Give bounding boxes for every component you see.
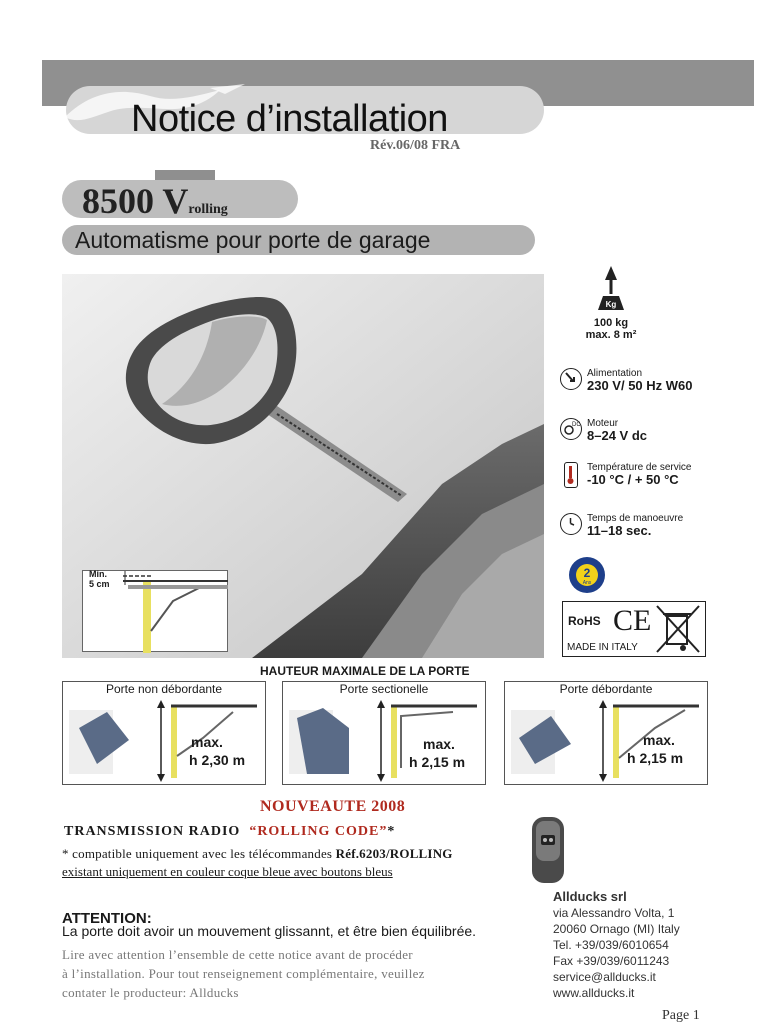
page-title: Notice d’installation xyxy=(131,98,448,140)
door-type-name: Porte débordante xyxy=(559,682,653,696)
door-max-height: h 2,30 m xyxy=(189,752,246,768)
read-notice-paragraph xyxy=(62,945,532,1002)
spec-value: 8–24 V dc xyxy=(587,428,647,443)
rohs-label: RoHS xyxy=(568,614,601,628)
company-contact xyxy=(553,889,680,1001)
warranty-badge-icon xyxy=(568,556,606,594)
read-notice-line: contater le producteur: Allducks xyxy=(62,985,239,1000)
spec-label: Temps de manoeuvre xyxy=(587,513,684,524)
model-name xyxy=(82,180,228,222)
door-type-non-overhanging xyxy=(62,681,266,785)
clearance-inset xyxy=(82,570,228,652)
read-notice-line: à l’installation. Pour tout renseignement complémentaire, veuillez xyxy=(62,966,425,981)
spec-value: -10 °C / + 50 °C xyxy=(587,472,679,487)
thermometer-icon xyxy=(564,462,578,488)
company-name: Allducks srl xyxy=(553,889,627,904)
compatibility-note xyxy=(62,846,453,862)
door-type-overhanging xyxy=(504,681,708,785)
attention-text: La porte doit avoir un mouvement glissannt, et être bien équilibrée. xyxy=(62,923,477,939)
company-fax: Fax +39/039/6011243 xyxy=(553,954,670,968)
colour-note: existant uniquement en couleur coque bleue avec boutons bleus xyxy=(62,864,393,879)
page-number: Page 1 xyxy=(662,1008,700,1023)
door-type-name: Porte sectionelle xyxy=(339,682,429,696)
weight-icon xyxy=(596,266,626,312)
door-max-height: h 2,15 m xyxy=(627,750,684,766)
clearance-cm-label: 5 cm xyxy=(89,579,110,589)
spec-label: Moteur xyxy=(587,418,619,429)
svg-text:Kg: Kg xyxy=(605,300,617,309)
door-diagram xyxy=(505,698,707,784)
clearance-min-label: Min. xyxy=(89,569,107,579)
door-type-sectional xyxy=(282,681,486,785)
remote-control-icon xyxy=(530,815,566,885)
compat-ref: Réf.6203/ROLLING xyxy=(335,846,453,861)
door-max-label: max. xyxy=(643,732,675,748)
door-height-title: HAUTEUR MAXIMALE DE LA PORTE xyxy=(260,664,470,678)
warranty-unit: Ans xyxy=(582,580,592,586)
door-type-name: Porte non débordante xyxy=(105,682,223,696)
spec-label: Température de service xyxy=(587,462,692,473)
revision-label: Rév.06/08 FRA xyxy=(370,138,461,153)
company-address2: 20060 Ornago (MI) Italy xyxy=(553,922,680,936)
door-max-height: h 2,15 m xyxy=(409,754,466,770)
motor-icon xyxy=(560,418,582,440)
spec-value: 11–18 sec. xyxy=(587,523,652,538)
news-title: NOUVEAUTE 2008 xyxy=(260,798,406,815)
model-main: 8500 V xyxy=(82,181,189,221)
attention-title: ATTENTION: xyxy=(62,910,152,927)
clock-icon xyxy=(560,513,582,535)
company-tel: Tel. +39/039/6010654 xyxy=(553,938,669,952)
door-max-label: max. xyxy=(423,736,455,752)
read-notice-line: Lire avec attention l’ensemble de cette notice avant de procéder xyxy=(62,947,413,962)
weight-spec xyxy=(578,266,644,341)
certifications-box xyxy=(562,601,706,657)
radio-star: * xyxy=(387,824,396,839)
door-diagram xyxy=(63,698,265,784)
ce-mark: CE xyxy=(613,604,652,637)
spec-label: Alimentation xyxy=(587,368,643,379)
weight-value: 100 kg xyxy=(593,317,629,329)
company-email[interactable]: service@allducks.it xyxy=(553,970,656,984)
compat-text: * compatible uniquement avec les télécommandes xyxy=(62,846,336,861)
model-sub: rolling xyxy=(188,202,228,217)
radio-transmission xyxy=(64,824,395,840)
spec-value: 230 V/ 50 Hz W60 xyxy=(587,378,693,393)
product-subtitle: Automatisme pour porte de garage xyxy=(75,227,431,253)
weee-bin-icon xyxy=(653,604,703,656)
radio-code: “ROLLING CODE” xyxy=(249,824,388,839)
made-in-label: MADE IN ITALY xyxy=(567,642,638,653)
svg-text:DC: DC xyxy=(572,422,580,428)
company-web[interactable]: www.allducks.it xyxy=(553,986,635,1000)
weight-area: max. 8 m² xyxy=(585,329,637,341)
warranty-years: 2 xyxy=(583,566,591,580)
power-plug-icon xyxy=(560,368,582,390)
door-max-label: max. xyxy=(191,734,223,750)
radio-label: TRANSMISSION RADIO xyxy=(64,824,241,839)
company-address1: via Alessandro Volta, 1 xyxy=(553,906,675,920)
